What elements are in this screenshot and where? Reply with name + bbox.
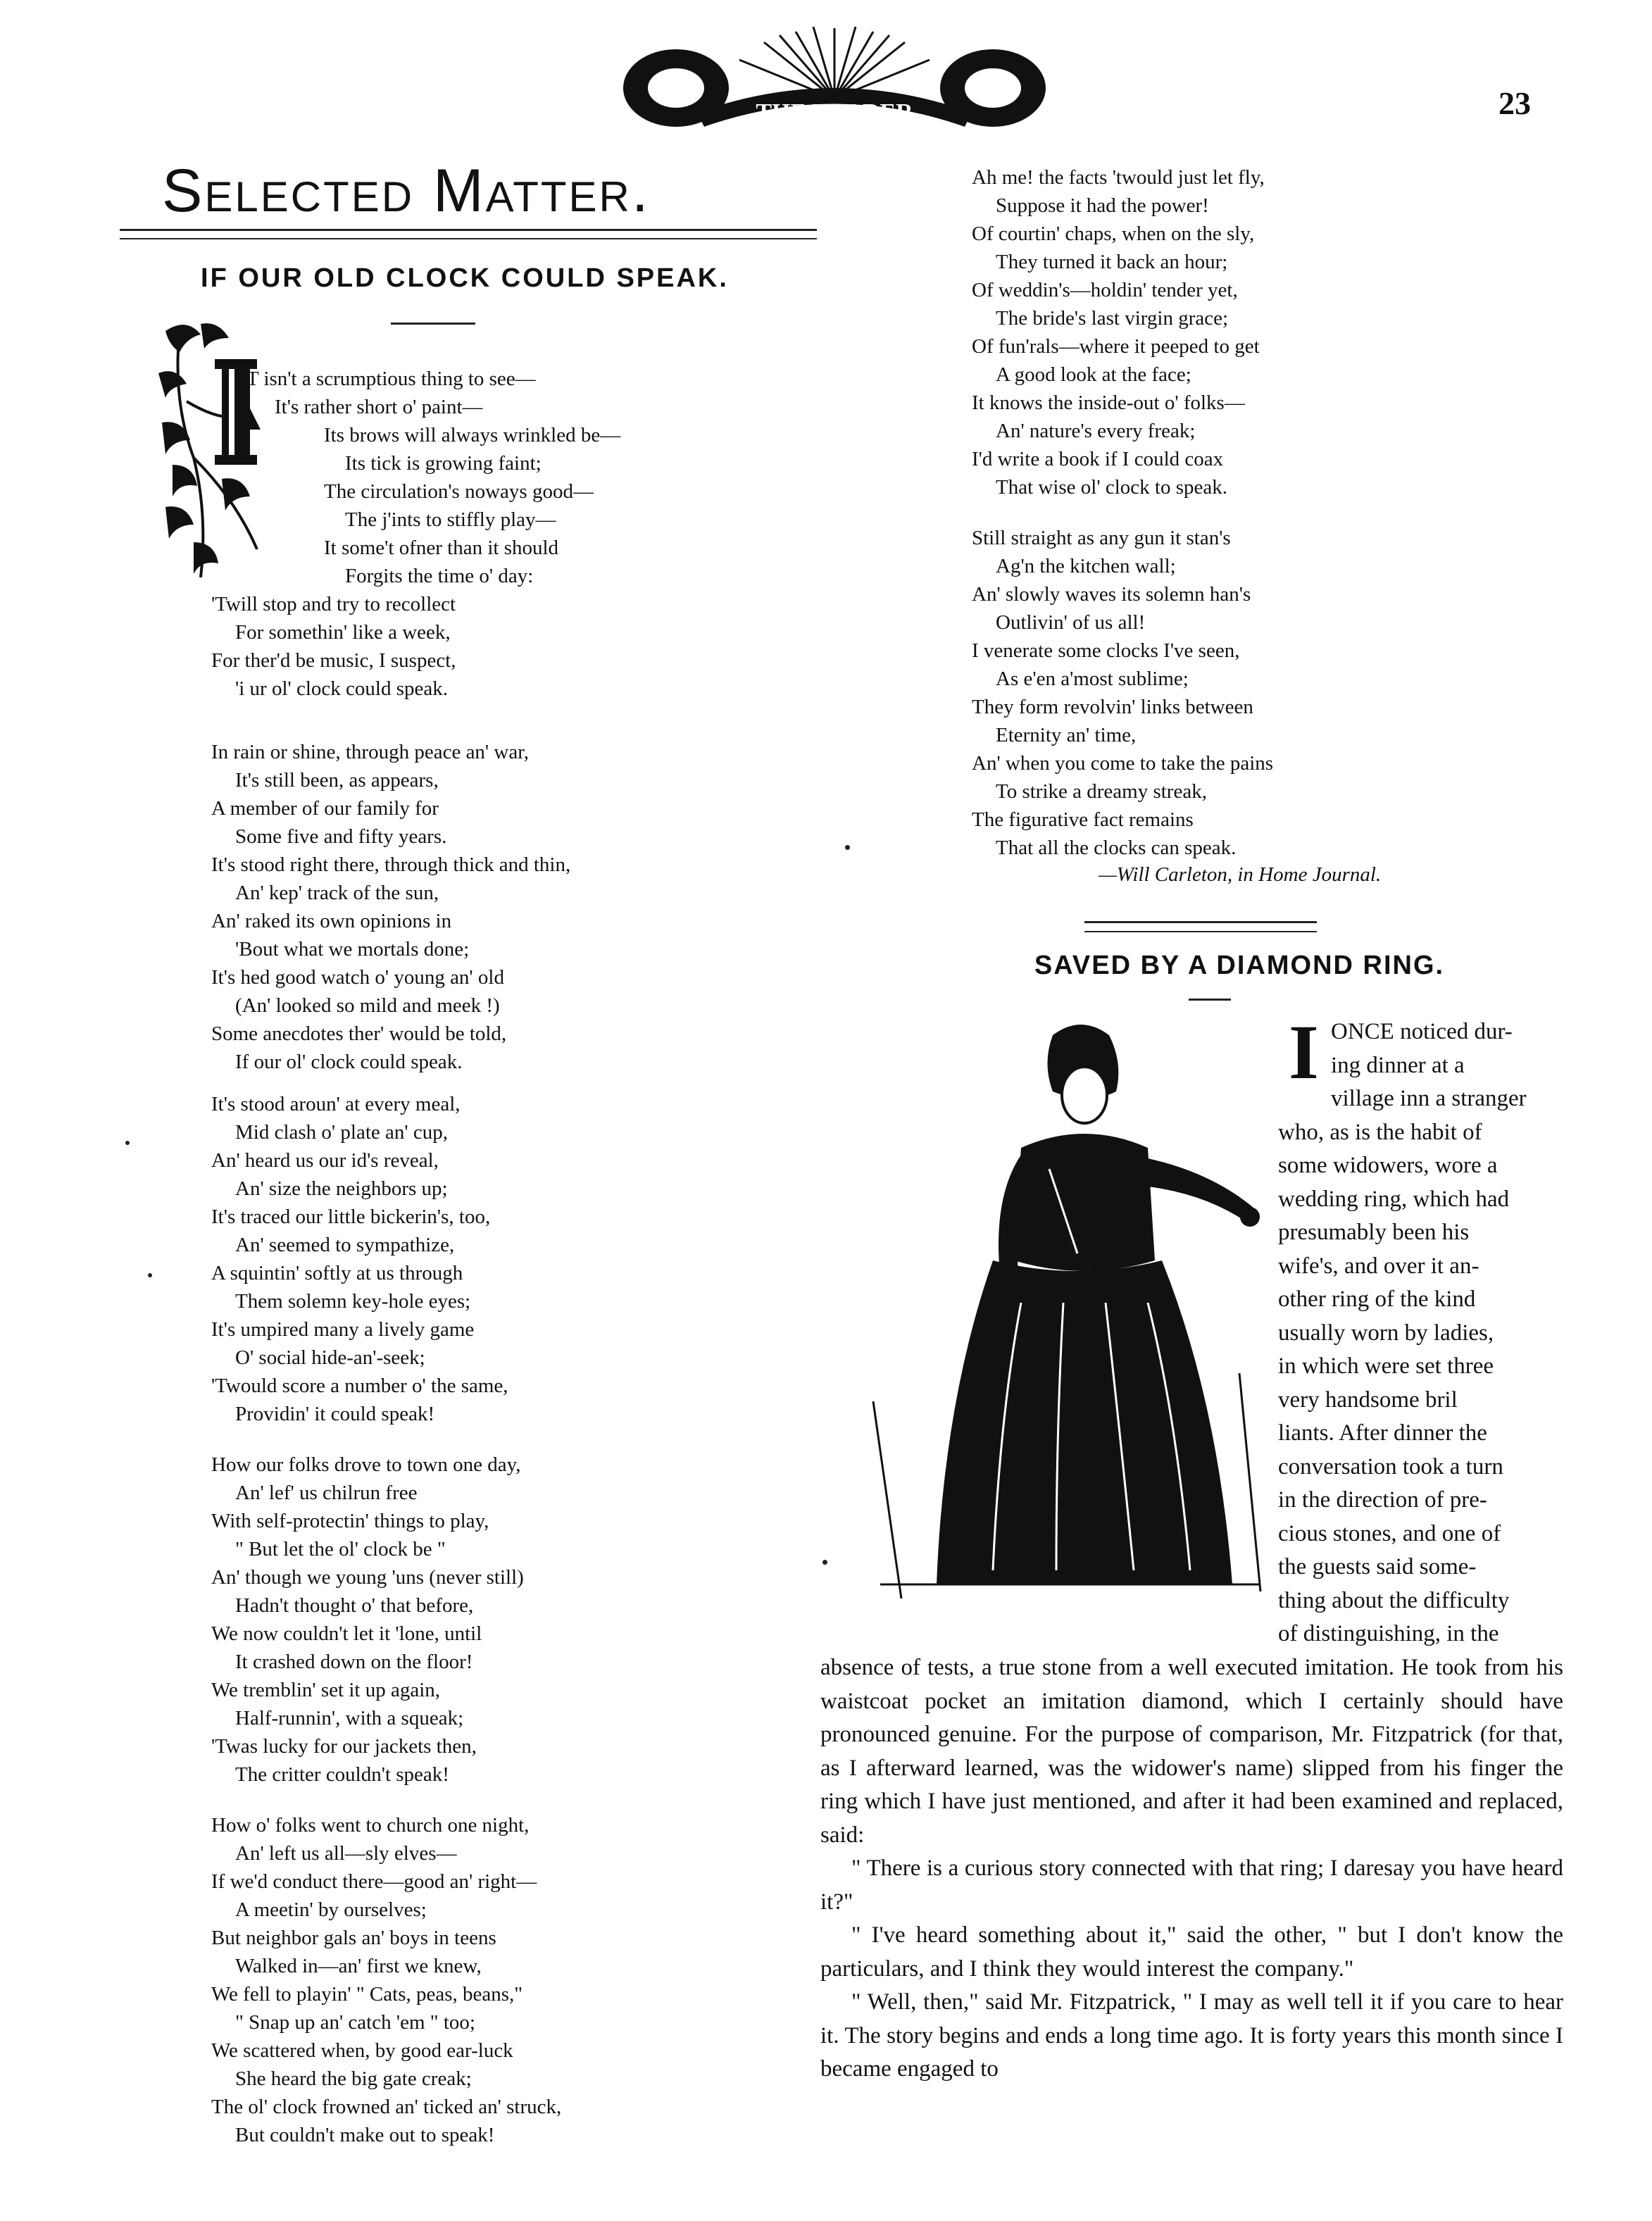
poem-line: It crashed down on the floor!	[235, 1651, 473, 1673]
poem-line: We scattered when, by good ear-luck	[211, 2039, 513, 2062]
poem-line: An' when you come to take the pains	[972, 752, 1274, 775]
poem-line: Them solemn key-hole eyes;	[235, 1290, 471, 1313]
poem-line: Of fun'rals—where it peeped to get	[972, 335, 1260, 358]
poem-line: Mid clash o' plate an' cup,	[235, 1121, 448, 1144]
poem-stanza	[211, 1090, 915, 1428]
scan-speck	[148, 1273, 152, 1277]
poem-line: How our folks drove to town one day,	[211, 1453, 521, 1476]
divider-rule	[1084, 931, 1317, 932]
prose-line: of distinguishing, in the	[1278, 1621, 1499, 1646]
poem-line: Walked in—an' first we knew,	[235, 1955, 482, 1977]
poem-line: They form revolvin' links between	[972, 696, 1253, 718]
poem-line: If we'd conduct there—good an' right—	[211, 1870, 537, 1893]
poem-line: (An' looked so mild and meek !)	[235, 994, 500, 1017]
poem-line: An' heard us our id's reveal,	[211, 1149, 439, 1172]
prose-line: thing about the difficulty	[1278, 1587, 1510, 1613]
divider-rule	[1084, 921, 1317, 923]
prose-line: village inn a stranger	[1331, 1086, 1527, 1111]
prose-line: cious stones, and one of	[1278, 1520, 1501, 1546]
poem-line: Of courtin' chaps, when on the sly,	[972, 223, 1255, 245]
prose-line: ONCE noticed dur-	[1331, 1019, 1513, 1044]
poem-line: We tremblin' set it up again,	[211, 1679, 441, 1701]
story-wrapped-text	[1278, 1009, 1563, 1651]
title-rule	[1189, 999, 1231, 1001]
poem-line: We fell to playin' " Cats, peas, beans,"	[211, 1983, 523, 2006]
poem-line: An' kep' track of the sun,	[235, 882, 439, 904]
poem-stanza	[211, 1811, 915, 2149]
poem-line: A member of our family for	[211, 797, 439, 820]
poem-line: But neighbor gals an' boys in teens	[211, 1927, 496, 1949]
poem-line: T isn't a scrumptious thing to see—	[246, 368, 536, 390]
poem-line: The circulation's noways good—	[324, 480, 594, 503]
poem-line: Still straight as any gun it stan's	[972, 527, 1231, 549]
prose-line: conversation took a turn	[1278, 1453, 1503, 1479]
poem-stanza	[211, 738, 915, 1076]
poem-line: But couldn't make out to speak!	[235, 2124, 495, 2146]
poem-line: It knows the inside-out o' folks—	[972, 392, 1245, 414]
poem-line: How o' folks went to church one night,	[211, 1814, 530, 1837]
poem-line: We now couldn't let it 'lone, until	[211, 1622, 482, 1645]
poem-line: The bride's last virgin grace;	[996, 307, 1229, 330]
poem-line: An' lef' us chilrun free	[235, 1482, 418, 1504]
poem-line: Some five and fifty years.	[235, 825, 447, 848]
poem-line: An' raked its own opinions in	[211, 910, 452, 932]
woman-in-bonnet-illustration	[852, 1007, 1282, 1620]
prose-line: usually worn by ladies,	[1278, 1320, 1494, 1346]
poem-line: It's rather short o' paint—	[275, 396, 483, 418]
poem-line: I'd write a book if I could coax	[972, 448, 1224, 470]
poem-line: The j'ints to stiffly play—	[345, 508, 556, 531]
poem-line: Eternity an' time,	[996, 724, 1137, 746]
poem-line: " Snap up an' catch 'em " too;	[235, 2011, 475, 2034]
masthead-title: THE TRADER	[756, 99, 913, 125]
poem-line: Its brows will always wrinkled be—	[324, 424, 621, 446]
poem-line: Outlivin' of us all!	[996, 611, 1146, 634]
section-rule	[120, 238, 817, 239]
poem-line: Ah me! the facts 'twould just let fly,	[972, 166, 1265, 189]
poem-line: To strike a dreamy streak,	[996, 780, 1207, 803]
story-dropcap: I	[1289, 1009, 1319, 1095]
prose-line: the guests said some-	[1278, 1554, 1477, 1579]
prose-line: ing dinner at a	[1331, 1052, 1465, 1078]
poem-line: An' slowly waves its solemn han's	[972, 583, 1251, 606]
story-paragraph: " Well, then," said Mr. Fitzpatrick, " I may as well tell it if you care to hear it. The story begins and ends a long time ago. It is forty years this month since I became engaged to	[820, 1989, 1563, 2082]
prose-line: wedding ring, which had	[1278, 1186, 1510, 1212]
poem-line: It some't ofner than it should	[324, 537, 559, 559]
prose-line: liants. After dinner the	[1278, 1420, 1487, 1446]
poem-line: The critter couldn't speak!	[235, 1763, 449, 1786]
poem-line: In rain or shine, through peace an' war,	[211, 741, 529, 763]
poem-line: Suppose it had the power!	[996, 194, 1209, 217]
title-rule	[391, 323, 475, 325]
poem-line: She heard the big gate creak;	[235, 2067, 472, 2090]
poem-stanza	[972, 163, 1535, 501]
scan-speck	[845, 845, 850, 850]
poem-line: Some anecdotes ther' would be told,	[211, 1022, 507, 1045]
prose-line: who, as is the habit of	[1278, 1119, 1482, 1145]
prose-line: very handsome bril	[1278, 1387, 1458, 1413]
poem-attribution: —Will Carleton, in Home Journal.	[1099, 863, 1382, 886]
poem-line: It's umpired many a lively game	[211, 1318, 475, 1341]
poem-line: The figurative fact remains	[972, 808, 1194, 831]
poem-line: That all the clocks can speak.	[996, 837, 1237, 859]
poem-line: Hadn't thought o' that before,	[235, 1594, 474, 1617]
story-title: SAVED BY A DIAMOND RING.	[1034, 951, 1445, 980]
poem-stanza	[211, 1451, 915, 1789]
poem-line: I venerate some clocks I've seen,	[972, 639, 1240, 662]
page-number: 23	[1498, 85, 1531, 121]
poem-line: With self-protectin' things to play,	[211, 1510, 489, 1532]
poem-line: An' size the neighbors up;	[235, 1177, 448, 1200]
poem-line: 'Twas lucky for our jackets then,	[211, 1735, 477, 1758]
poem-line: 'Twill stop and try to recollect	[211, 593, 456, 615]
poem-line: Of weddin's—holdin' tender yet,	[972, 279, 1238, 301]
story-body	[820, 1651, 1563, 2087]
dropcap-letter: I	[151, 308, 156, 320]
poem-line: It's stood right there, through thick and thin,	[211, 853, 571, 876]
story-paragraph: " I've heard something about it," said the other, " but I don't know the particulars, and I think they would interest the company."	[820, 1922, 1563, 1982]
poem-line: Half-runnin', with a squeak;	[235, 1707, 464, 1729]
poem-line: Ag'n the kitchen wall;	[996, 555, 1176, 577]
scan-speck	[822, 1560, 827, 1565]
poem-line: It's stood aroun' at every meal,	[211, 1093, 461, 1115]
poem-line: If our ol' clock could speak.	[235, 1051, 463, 1073]
story-paragraph: absence of tests, a true stone from a well executed imitation. He took from his waistcoat pocket an imitation diamond, which I certainly should have pronounced genuine. For the purpose of comparison, Mr. Fitzpatrick (for that, as I afterward learned, was the widower's name) slipped from his finger the ring which I have just mentioned, and after it had been examined and replaced, said:	[820, 1655, 1563, 1848]
poem-line: An' left us all—sly elves—	[235, 1842, 457, 1865]
scan-speck	[125, 1141, 130, 1145]
section-title: Selected Matter.	[162, 157, 651, 225]
poem-line: It's hed good watch o' young an' old	[211, 966, 504, 989]
prose-line: presumably been his	[1278, 1220, 1470, 1245]
prose-line: wife's, and over it an-	[1278, 1253, 1479, 1279]
poem-line: 'Bout what we mortals done;	[235, 938, 470, 961]
poem-line: It's traced our little bickerin's, too,	[211, 1206, 491, 1228]
prose-line: some widowers, wore a	[1278, 1153, 1498, 1178]
poem-line: 'i ur ol' clock could speak.	[235, 677, 448, 700]
poem-line: The ol' clock frowned an' ticked an' struck,	[211, 2096, 562, 2118]
poem-line: For ther'd be music, I suspect,	[211, 649, 456, 672]
poem-line: An' though we young 'uns (never still)	[211, 1566, 524, 1589]
poem-line: 'Twould score a number o' the same,	[211, 1375, 508, 1397]
poem-line: It's still been, as appears,	[235, 769, 439, 792]
poem-line: " But let the ol' clock be "	[235, 1538, 446, 1560]
poem-line: Forgits the time o' day:	[345, 565, 534, 587]
poem-stanza	[211, 365, 725, 703]
poem-line: An' nature's every freak;	[996, 420, 1196, 442]
prose-line: other ring of the kind	[1278, 1287, 1476, 1312]
poem-line: O' social hide-an'-seek;	[235, 1346, 425, 1369]
prose-line: in the direction of pre-	[1278, 1487, 1487, 1513]
poem-line: For somethin' like a week,	[235, 621, 451, 644]
section-rule	[120, 229, 817, 231]
poem-line: A meetin' by ourselves;	[235, 1898, 427, 1921]
poem-line: An' seemed to sympathize,	[235, 1234, 455, 1256]
poem-line: As e'en a'most sublime;	[996, 668, 1189, 690]
poem-line: That wise ol' clock to speak.	[996, 476, 1227, 499]
sunburst-masthead-icon	[613, 21, 1056, 134]
poem-line: Its tick is growing faint;	[345, 452, 542, 475]
story-paragraph: " There is a curious story connected with that ring; I daresay you have heard it?"	[820, 1856, 1563, 1915]
poem-line: A squintin' softly at us through	[211, 1262, 463, 1284]
poem-title: IF OUR OLD CLOCK COULD SPEAK.	[201, 263, 729, 293]
poem-line: Providin' it could speak!	[235, 1403, 435, 1425]
poem-stanza	[972, 524, 1535, 862]
poem-line: A good look at the face;	[996, 363, 1191, 386]
poem-line: They turned it back an hour;	[996, 251, 1228, 273]
prose-line: in which were set three	[1278, 1353, 1494, 1379]
